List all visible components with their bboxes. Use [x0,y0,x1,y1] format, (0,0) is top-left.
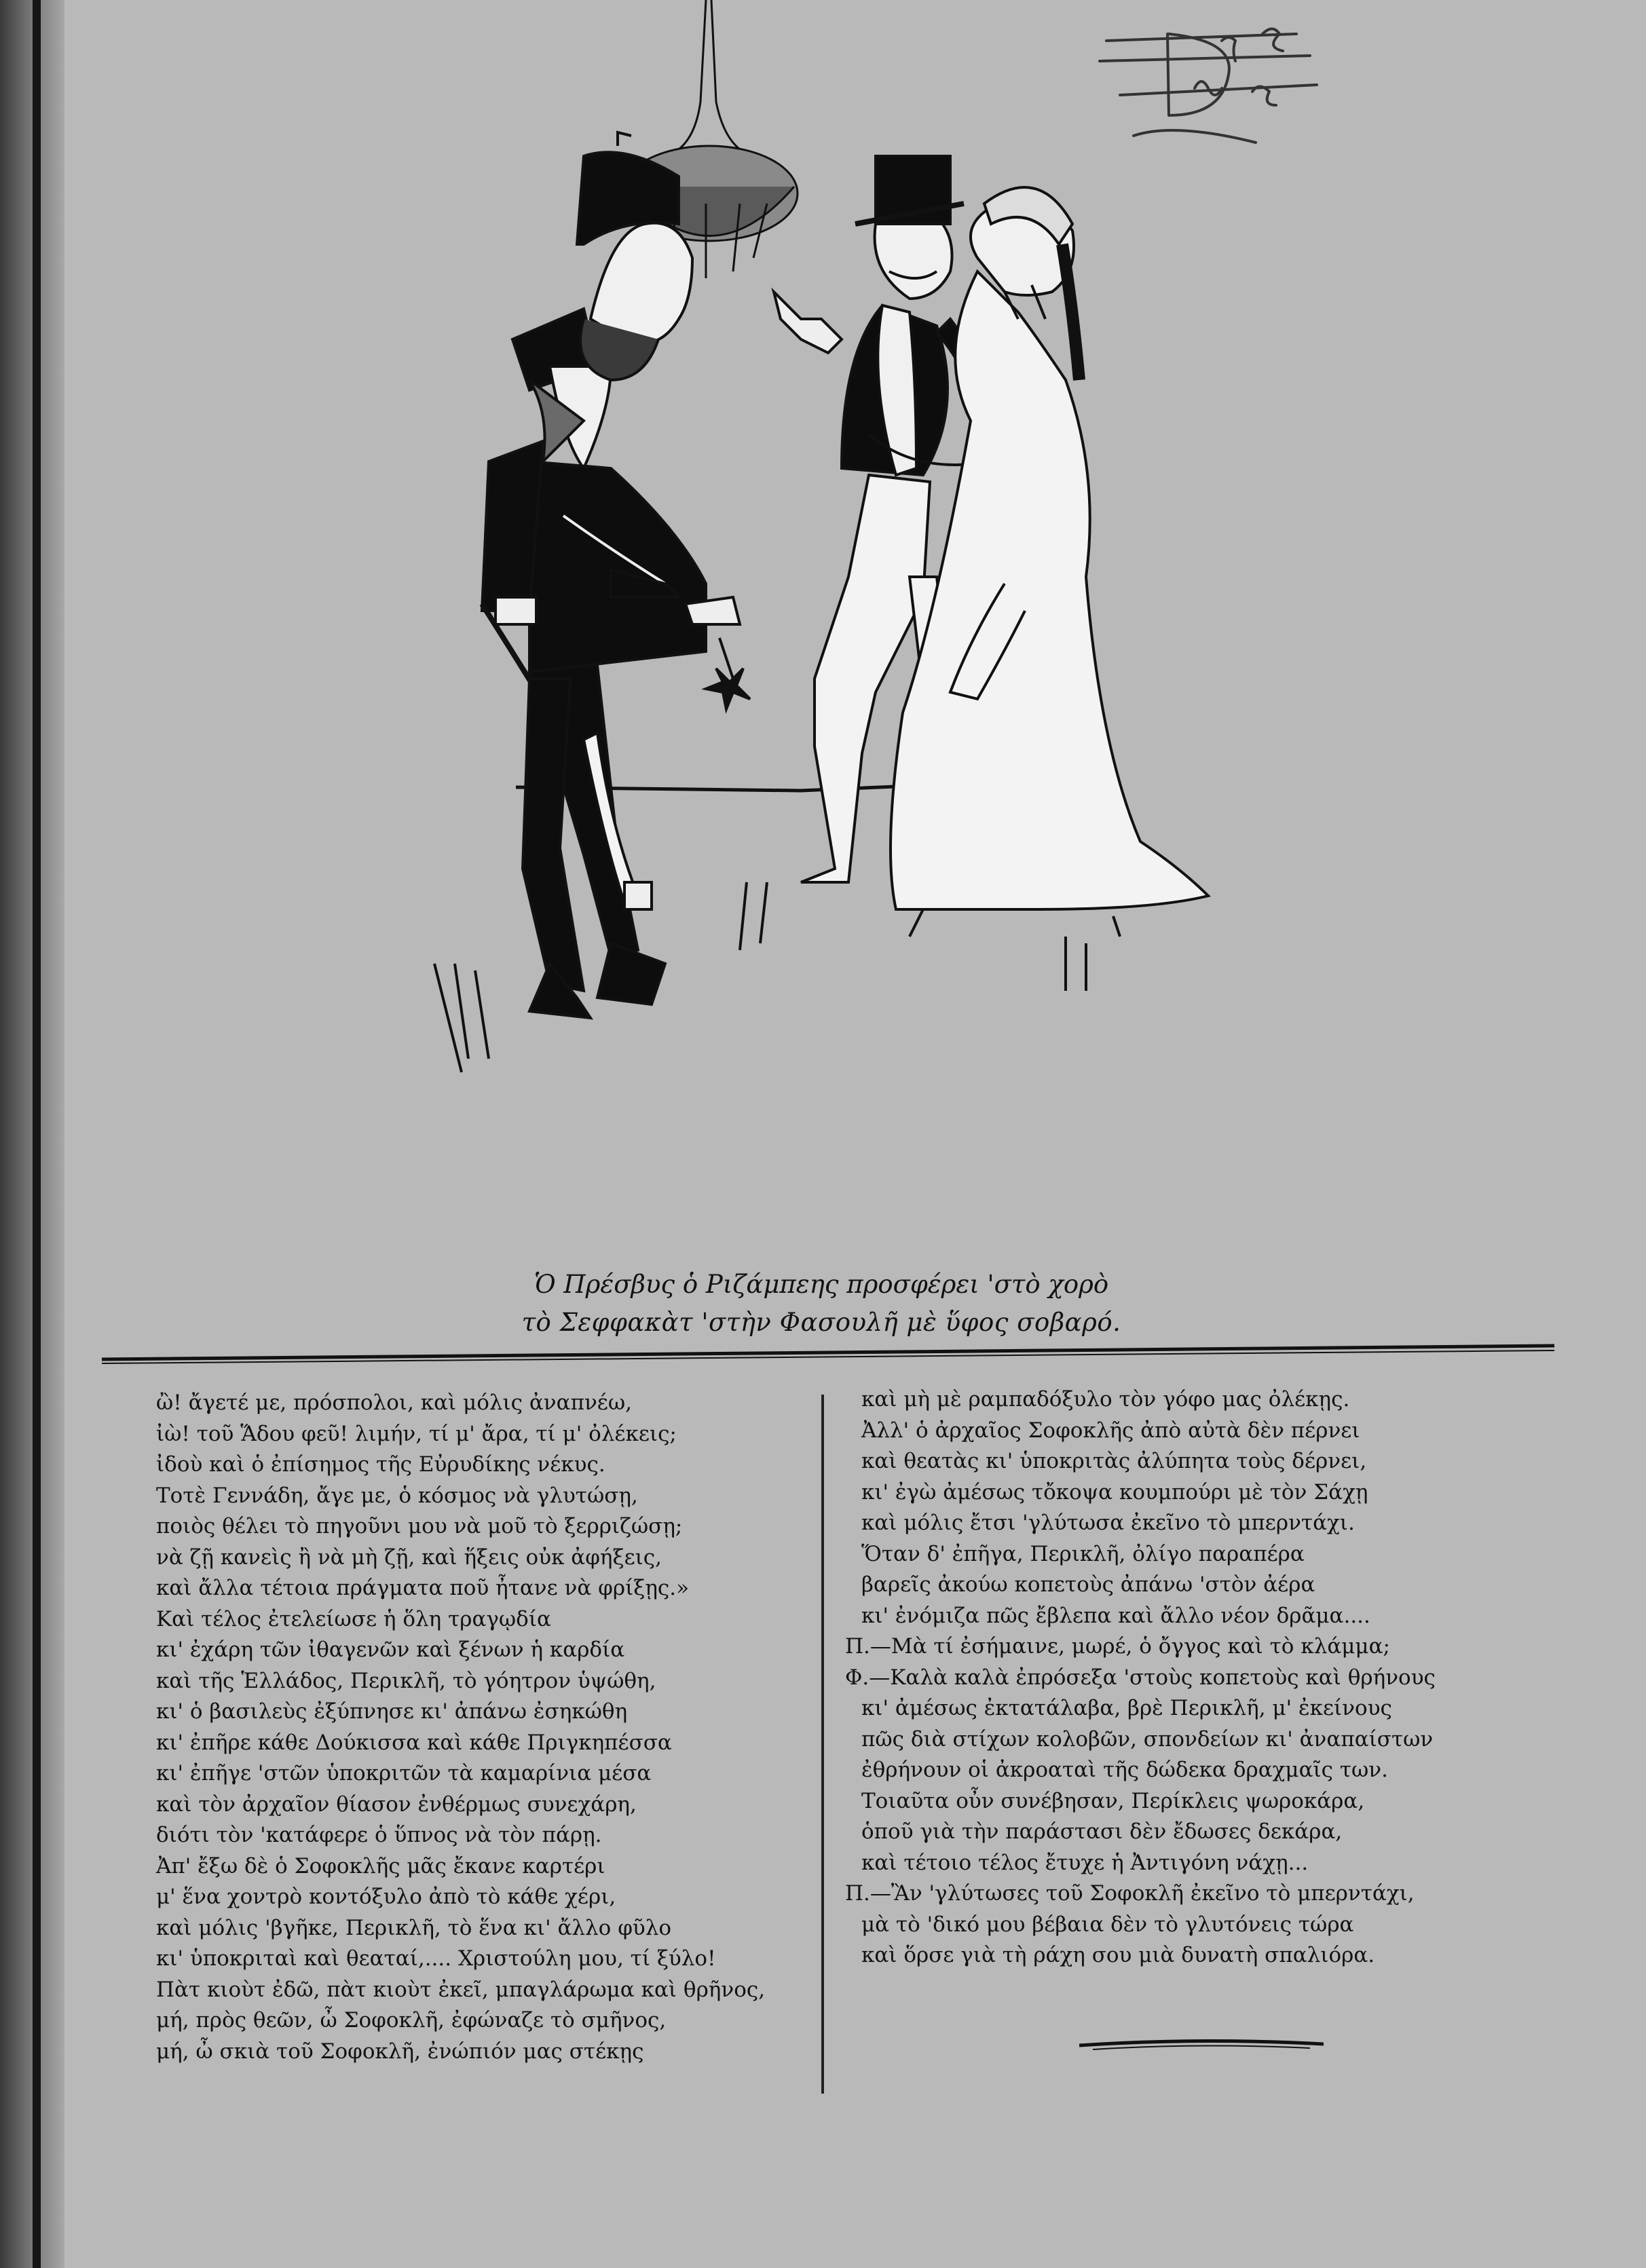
text-line: Καὶ τέλος ἐτελείωσε ἡ ὅλη τραγῳδία [156,1606,551,1631]
dialogue-line: Φ.—Καλὰ καλὰ ἐπρόσεξα 'στοὺς κοπετοὺς καὶ θρήνους [845,1665,1436,1690]
text-line: ποιὸς θέλει τὸ πηγοῦνι μου νὰ μοῦ τὸ ξερριζώσῃ; [156,1514,683,1538]
text-line: ὢ! ἄγετέ με, πρόσπολοι, καὶ μόλις ἀναπνέω, [156,1391,632,1415]
text-line: καὶ θεατὰς κι' ὑποκριτὰς ἀλύπητα τοὺς δέρνει, [861,1449,1367,1473]
column-divider [821,1395,824,2094]
right-text-column [845,1384,1544,1971]
text-line: κι' ἀμέσως ἐκτατάλαβα, βρὲ Περικλῆ, μ' ἐκείνους [861,1696,1392,1720]
text-line: Τοιαῦτα οὖν συνέβησαν, Περίκλεις ψωροκάρα, [861,1788,1365,1813]
text-line: κι' ὑποκριταὶ καὶ θεαταί,.... Χριστούλη μου, τί ξύλο! [156,1946,716,1971]
text-line: Ὅταν δ' ἐπῆγα, Περικλῆ, ὀλίγο παραπέρα [861,1541,1305,1566]
text-line: ὁποῦ γιὰ τὴν παράστασι δὲν ἔδωσες δεκάρα, [861,1819,1343,1844]
text-line: καὶ μὴ μὲ ραμπαδόξυλο τὸν γόφο μας ὀλέκῃς. [861,1387,1350,1412]
section-divider [102,1340,1554,1367]
text-line: ἰδοὺ καὶ ὁ ἐπίσημος τῆς Εὐρυδίκης νέκυς. [156,1452,605,1477]
text-line: Τοτὲ Γεννάδη, ἄγε με, ὁ κόσμος νὰ γλυτώσῃ, [156,1483,638,1508]
text-line: κι' ἐπῆρε κάθε Δούκισσα καὶ κάθε Πριγκηπέσσα [156,1730,672,1755]
caricature-illustration [326,0,1249,1086]
text-line: ἰὼ! τοῦ Ἅδου φεῦ! λιμήν, τί μ' ἄρα, τί μ' ὀλέκεις; [156,1421,677,1446]
text-line: διότι τὸν 'κατάφερε ὁ ὕπνος νὰ τὸν πάρῃ. [156,1823,602,1847]
text-line: Ἀλλ' ὁ ἀρχαῖος Σοφοκλῆς ἀπὸ αὐτὰ δὲν πέρνει [861,1418,1360,1443]
text-line: Πὰτ κιοὺτ ἐδῶ, πὰτ κιοὺτ ἐκεῖ, μπαγλάρωμα καὶ θρῆνος, [156,1977,766,2002]
text-line: κι' ἐχάρη τῶν ἰθαγενῶν καὶ ξένων ἡ καρδία [156,1638,625,1662]
text-line: καὶ μόλις 'βγῆκε, Περικλῆ, τὸ ἕνα κι' ἄλλο φῦλο [156,1915,672,1940]
dialogue-line: Π.—Ἂν 'γλύτωσες τοῦ Σοφοκλῆ ἐκεῖνο τὸ μπερντάχι, [845,1881,1415,1906]
text-line: καὶ ὅρσε γιὰ τὴ ράχη σου μιὰ δυνατὴ σπαλιόρα. [861,1943,1375,1967]
text-line: καὶ μόλις ἔτσι 'γλύτωσα ἐκεῖνο τὸ μπερντάχι. [861,1511,1355,1535]
text-line: βαρεῖς ἀκούω κοπετοὺς ἀπάνω 'στὸν ἀέρα [861,1572,1315,1597]
text-line: καὶ τῆς Ἑλλάδος, Περικλῆ, τὸ γόητρον ὑψώθη, [156,1668,656,1693]
text-line: πῶς διὰ στίχων κολοβῶν, σπονδείων κι' ἀναπαίστων [861,1726,1434,1752]
text-line: μ' ἕνα χοντρὸ κοντόξυλο ἀπὸ τὸ κάθε χέρι, [156,1885,616,1909]
woman-figure [891,187,1208,937]
text-line: καὶ τέτοιο τέλος ἔτυχε ἡ Ἀντιγόνη νάχῃ... [861,1850,1309,1875]
text-line: νὰ ζῇ κανεὶς ἢ νὰ μὴ ζῇ, καὶ ἥξεις οὐκ ἀφήξεις, [156,1545,662,1570]
ambassador-figure [482,132,750,1018]
left-text-column [156,1388,808,2067]
dialogue-line: Π.—Μὰ τί ἐσήμαινε, μωρέ, ὁ ὄγγος καὶ τὸ κλάμμα; [845,1634,1390,1659]
text-line: καὶ ἄλλα τέτοια πράγματα ποῦ ἦτανε νὰ φρίξῃς.» [156,1576,690,1600]
binding-edge [33,0,41,2268]
text-line: κι' ὁ βασιλεὺς ἐξύπνησε κι' ἀπάνω ἐσηκώθη [156,1699,628,1724]
text-line: κι' ἐνόμιζα πῶς ἔβλεπα καὶ ἄλλο νέον δρᾶμα.... [861,1603,1370,1628]
text-line: μή, ὦ σκιὰ τοῦ Σοφοκλῆ, ἐνώπιόν μας στέκῃς [156,2039,644,2064]
end-ornament [1079,2036,1324,2054]
caption-line-2: τὸ Σεφφακὰτ 'στὴν Φασουλῆ μὲ ὕφος σοβαρό. [521,1308,1121,1337]
text-line: κι' ἐπῆγε 'στῶν ὑποκριτῶν τὰ καμαρίνια μέσα [156,1761,652,1785]
text-line: μὰ τὸ 'δικό μου βέβαια δὲν τὸ γλυτόνεις τώρα [861,1912,1354,1937]
text-line: καὶ τὸν ἀρχαῖον θίασον ἐνθέρμως συνεχάρη, [156,1792,637,1817]
text-line: μή, πρὸς θεῶν, ὦ Σοφοκλῆ, ἐφώναζε τὸ σμῆνος, [156,2008,667,2033]
caption-line-1: Ὁ Πρέσβυς ὁ Ριζάμπεης προσφέρει 'στὸ χορὸ [534,1270,1109,1299]
text-line: κι' ἐγὼ ἀμέσως τὄκοψα κουμπούρι μὲ τὸν Σάχῃ [861,1479,1368,1505]
text-line: ἐθρήνουν οἱ ἀκροαταὶ τῆς δώδεκα δραχμαῖς των. [861,1758,1388,1782]
text-line: Ἀπ' ἔξω δὲ ὁ Σοφοκλῆς μᾶς ἔκανε καρτέρι [156,1853,605,1878]
